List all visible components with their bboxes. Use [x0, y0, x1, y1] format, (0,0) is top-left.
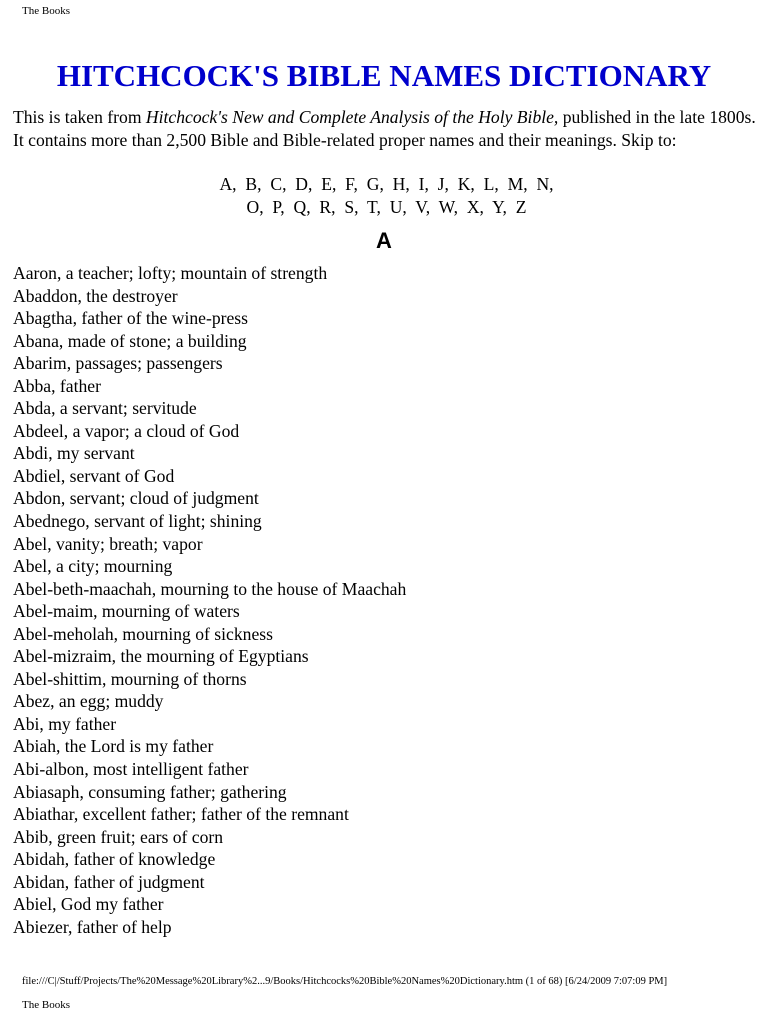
- name-entry: Aaron, a teacher; lofty; mountain of strength: [13, 263, 328, 283]
- name-entry: Abi-albon, most intelligent father: [13, 759, 249, 780]
- name-entry: Abiathar, excellent father; father of the remnant: [13, 804, 349, 825]
- page-title: HITCHCOCK'S BIBLE NAMES DICTIONARY: [56, 58, 712, 93]
- skip-link-c[interactable]: C: [270, 174, 283, 194]
- skip-link-h[interactable]: H: [392, 174, 406, 194]
- name-entry: Abi, my father: [13, 713, 117, 734]
- footer-file-path: file:///C|/Stuff/Projects/The%20Message%20Library%2...9/Books/Hitchcocks%20Bible%20Names%20Dictionary.htm (1 of 68) [6/24/2009 7:07:09 PM]: [22, 976, 668, 987]
- name-entry: Abidah, father of knowledge: [13, 849, 216, 870]
- letter-row-1: A, B, C, D, E, F, G, H, I, J, K, L, M, N,: [219, 174, 554, 194]
- page-header-label: The Books: [22, 5, 70, 17]
- skip-link-q[interactable]: Q: [293, 196, 307, 217]
- intro-rest-text: published in the late 1800s. It contains more than 2,500 Bible and Bible-related proper names and their meanings. Skip to:: [13, 107, 756, 150]
- name-entry: Abel-mizraim, the mourning of Egyptians: [13, 646, 309, 667]
- skip-link-v[interactable]: V: [415, 196, 426, 217]
- intro-book-title: Hitchcock's New and Complete Analysis of the Holy Bible,: [145, 107, 559, 127]
- name-entry: Abba, father: [13, 375, 101, 396]
- name-entry: Abez, an egg; muddy: [13, 691, 164, 712]
- name-entry: Abiah, the Lord is my father: [13, 736, 214, 757]
- skip-link-x[interactable]: X: [466, 196, 480, 217]
- skip-link-l[interactable]: L: [483, 174, 495, 194]
- skip-link-g[interactable]: G: [366, 174, 380, 194]
- skip-link-k[interactable]: K: [457, 174, 471, 194]
- name-entry: Abdiel, servant of God: [13, 465, 175, 486]
- name-entry: Abidan, father of judgment: [13, 871, 205, 892]
- name-entry: Abarim, passages; passengers: [13, 353, 223, 374]
- intro-lead-text: This is taken from: [13, 107, 146, 127]
- skip-link-y[interactable]: Y: [492, 196, 503, 217]
- name-entry: Abel-beth-maachah, mourning to the house of Maachah: [13, 578, 407, 599]
- name-entry: Abel-shittim, mourning of thorns: [13, 668, 247, 689]
- skip-link-d[interactable]: D: [295, 174, 308, 194]
- name-entry: Abda, a servant; servitude: [13, 398, 197, 419]
- name-entry: Abel, vanity; breath; vapor: [13, 533, 203, 554]
- skip-link-p[interactable]: P: [272, 196, 281, 217]
- skip-link-a[interactable]: A: [219, 174, 233, 194]
- skip-link-r[interactable]: R: [319, 196, 332, 217]
- section-heading: A: [376, 228, 392, 253]
- letter-row-2: O, P, Q, R, S, T, U, V, W, X, Y, Z: [246, 196, 527, 217]
- skip-link-t[interactable]: T: [367, 196, 377, 217]
- name-entry: Abel-maim, mourning of waters: [13, 601, 240, 622]
- skip-link-s[interactable]: S: [344, 196, 355, 217]
- skip-link-o[interactable]: O: [246, 196, 260, 217]
- name-entry: Abel-meholah, mourning of sickness: [13, 623, 273, 644]
- name-entry: Abdeel, a vapor; a cloud of God: [13, 420, 240, 441]
- skip-link-i[interactable]: I: [418, 174, 425, 194]
- name-entry: Abednego, servant of light; shining: [13, 511, 262, 532]
- name-entries-list: [13, 262, 753, 938]
- name-entry: Abiasaph, consuming father; gathering: [13, 781, 287, 802]
- skip-link-f[interactable]: F: [345, 174, 354, 194]
- skip-link-n[interactable]: N: [536, 174, 550, 194]
- letter-skip-nav: [0, 173, 768, 218]
- intro-paragraph: [13, 106, 758, 151]
- skip-link-j[interactable]: J: [437, 174, 445, 194]
- skip-link-z[interactable]: Z: [515, 196, 527, 217]
- name-entry: Abiel, God my father: [13, 894, 164, 915]
- name-entry: Abib, green fruit; ears of corn: [13, 826, 224, 847]
- name-entry: Abiezer, father of help: [13, 916, 172, 937]
- name-entry: Abagtha, father of the wine-press: [13, 308, 248, 329]
- name-entry: Abdon, servant; cloud of judgment: [13, 488, 259, 509]
- page-footer-label: The Books: [22, 999, 70, 1011]
- name-entry: Abaddon, the destroyer: [13, 285, 178, 306]
- skip-link-e[interactable]: E: [321, 174, 332, 194]
- name-entry: Abel, a city; mourning: [13, 556, 173, 577]
- skip-link-w[interactable]: W: [438, 196, 454, 217]
- skip-link-b[interactable]: B: [245, 174, 258, 194]
- skip-link-u[interactable]: U: [389, 196, 403, 217]
- skip-link-m[interactable]: M: [507, 174, 524, 194]
- name-entry: Abdi, my servant: [13, 443, 135, 464]
- name-entry: Abana, made of stone; a building: [13, 330, 247, 351]
